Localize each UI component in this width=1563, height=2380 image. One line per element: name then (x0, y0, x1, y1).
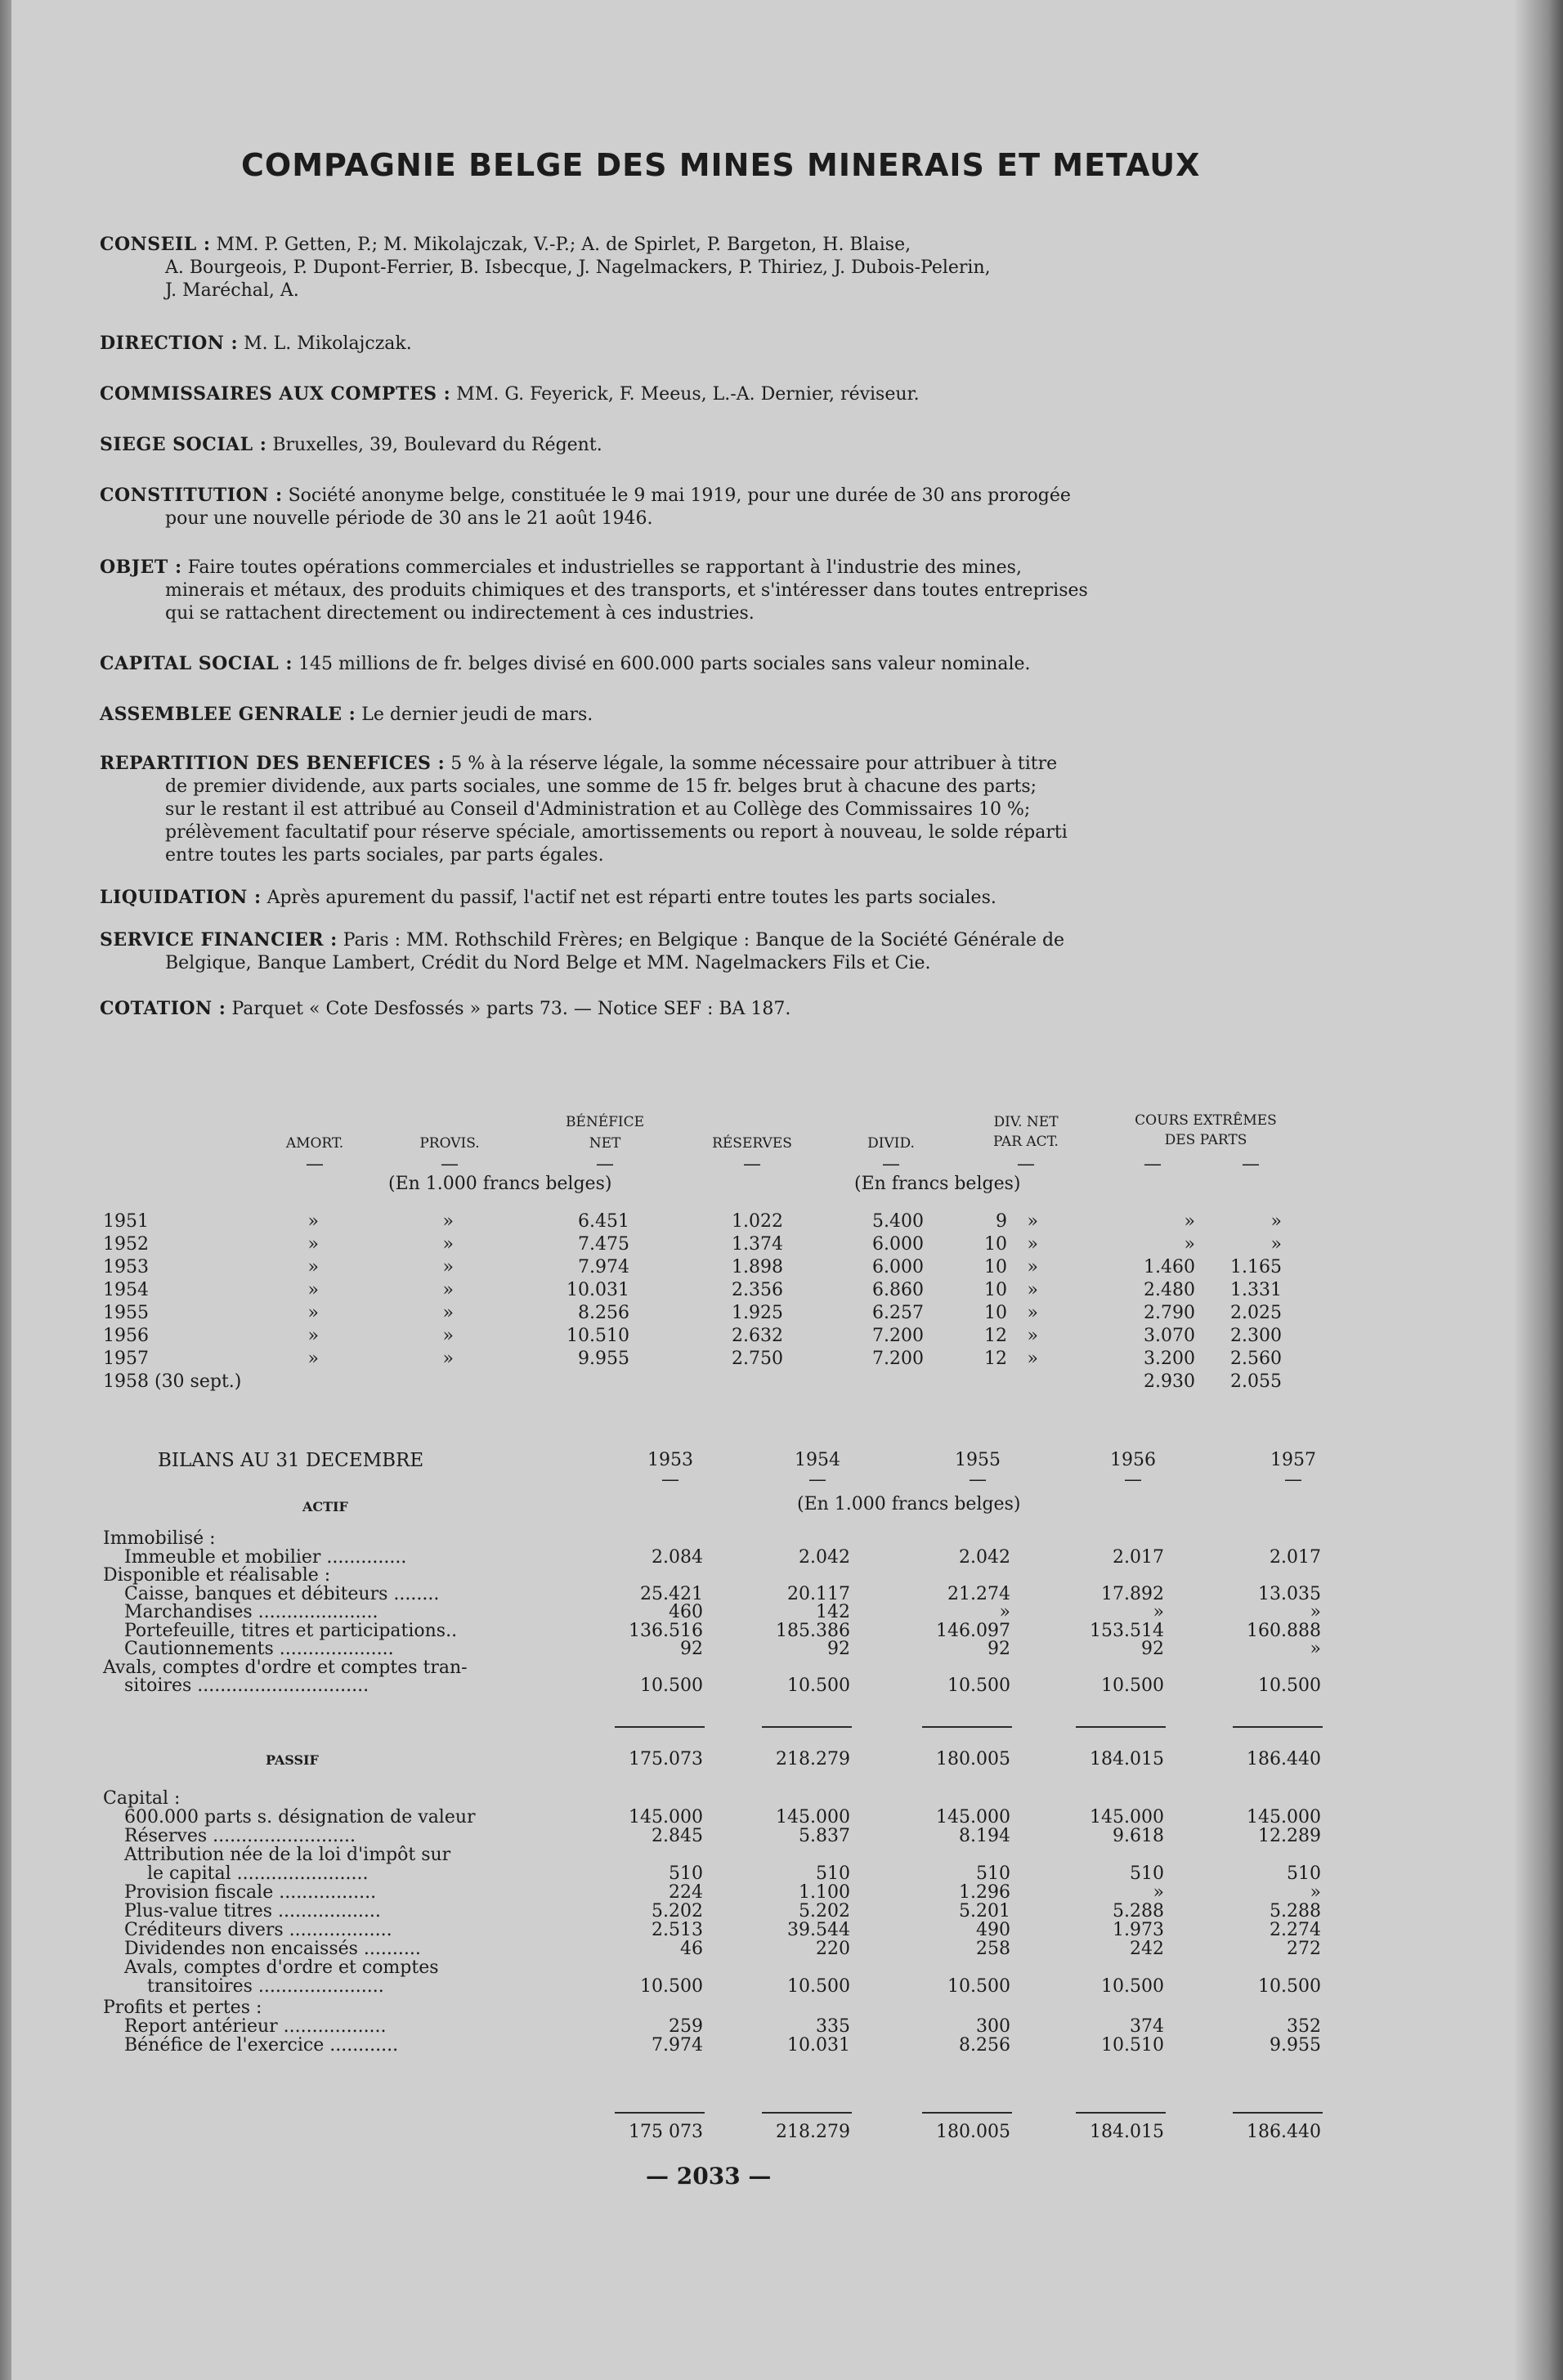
section-lead: COTATION : (100, 998, 226, 1019)
year-header: 1956 (1110, 1450, 1156, 1470)
section-text: qui se rattachent directement ou indirectement à ces industries. (165, 603, 755, 624)
table-cell: 6.000 (872, 1257, 924, 1277)
total-cell: 186.440 (1247, 1749, 1321, 1769)
table-cell: » (442, 1303, 454, 1323)
unit-label: (En 1.000 francs belges) (388, 1174, 612, 1194)
table-cell: 272 (1287, 1939, 1321, 1959)
table-cell: 9.955 (1270, 2035, 1321, 2056)
total-cell: 175 073 (629, 2122, 703, 2142)
table-cell: » (307, 1211, 319, 1232)
line-label: Créditeurs divers .................. (124, 1920, 392, 1940)
line-label: Portefeuille, titres et participations.. (124, 1620, 458, 1641)
total-cell: 180.005 (936, 1749, 1010, 1769)
table-cell: 7.974 (652, 2035, 703, 2056)
table-cell: 259 (669, 2016, 703, 2037)
year-label: 1954 (103, 1280, 149, 1300)
table-cell: 2.017 (1270, 1546, 1321, 1568)
table-cell: 6.257 (872, 1303, 924, 1323)
section-text: Faire toutes opérations commerciales et industrielles se rapportant à l'industrie des mines, (187, 557, 1022, 578)
table-cell: 10.500 (1258, 1976, 1321, 1997)
table-cell: » (442, 1280, 454, 1300)
table-cell: » (307, 1326, 319, 1346)
section-service-financier (100, 928, 1277, 975)
section-lead: REPARTITION DES BENEFICES : (100, 753, 446, 774)
table-cell: 510 (1130, 1863, 1164, 1884)
table-cell: 1.100 (799, 1882, 850, 1903)
table-cell: 145.000 (1247, 1807, 1321, 1828)
section-liquidation (100, 886, 1277, 910)
sum-rule (762, 2112, 852, 2114)
section-lead: LIQUIDATION : (100, 887, 262, 908)
header-dash: — (661, 1470, 679, 1490)
table-cell: » (1027, 1326, 1038, 1346)
section-text: Société anonyme belge, constituée le 9 mai 1919, pour une durée de 30 ans prorogée (288, 485, 1071, 506)
line-label: Avals, comptes d'ordre et comptes tran- (103, 1657, 468, 1678)
page-edge (1514, 0, 1563, 2380)
section-direction (100, 332, 1277, 356)
unit-label: (En francs belges) (854, 1174, 1021, 1194)
table-cell: 21.274 (947, 1583, 1010, 1604)
table-cell: 10 (984, 1280, 1007, 1300)
table-cell: 490 (976, 1920, 1010, 1940)
year-label: 1958 (30 sept.) (103, 1371, 242, 1392)
line-label: transitoires ...................... (147, 1976, 384, 1997)
line-label: Immeuble et mobilier .............. (124, 1546, 407, 1568)
section-lead: CONSEIL : (100, 234, 211, 255)
table-cell: 5.202 (652, 1901, 703, 1921)
total-cell: 180.005 (936, 2122, 1010, 2142)
col-header: BÉNÉFICE (565, 1114, 645, 1130)
table-cell: 2.750 (732, 1349, 783, 1369)
unit-label: (En 1.000 francs belges) (797, 1494, 1021, 1514)
table-cell: » (307, 1280, 319, 1300)
table-cell: 145.000 (629, 1807, 703, 1828)
table-cell: 258 (976, 1939, 1010, 1959)
year-label: 1953 (103, 1257, 149, 1277)
table-cell: 10.500 (1101, 1976, 1164, 1997)
table-cell: 145.000 (936, 1807, 1010, 1828)
line-label: Dividendes non encaissés .......... (124, 1939, 421, 1959)
line-label: Disponible et réalisable : (103, 1565, 331, 1586)
table-cell: 9.955 (578, 1349, 629, 1369)
total-cell: 184.015 (1090, 2122, 1164, 2142)
section-text: M. L. Mikolajczak. (244, 333, 412, 354)
table-cell: 2.055 (1230, 1371, 1282, 1392)
table-cell: 2.632 (732, 1326, 783, 1346)
section-conseil (100, 233, 1277, 302)
table-cell: 220 (816, 1939, 850, 1959)
table-cell: 46 (680, 1939, 703, 1959)
table-cell: 2.930 (1144, 1371, 1195, 1392)
table-cell: » (1027, 1303, 1038, 1323)
table-cell: 160.888 (1247, 1620, 1321, 1641)
table-cell: » (1310, 1882, 1321, 1903)
table-cell: » (1270, 1211, 1282, 1232)
table-cell: » (1184, 1211, 1195, 1232)
section-lead: OBJET : (100, 557, 182, 578)
table-cell: 92 (680, 1639, 703, 1659)
line-label: Report antérieur .................. (124, 2016, 387, 2037)
year-label: 1957 (103, 1349, 149, 1369)
table-cell: » (1184, 1234, 1195, 1255)
col-header: RÉSERVES (712, 1135, 792, 1152)
section-lead: CONSTITUTION : (100, 485, 283, 506)
line-label: Attribution née de la loi d'impôt sur (124, 1845, 451, 1865)
table-cell: 8.194 (959, 1826, 1010, 1846)
col-header: DES PARTS (1164, 1132, 1247, 1148)
table-cell: 5.837 (799, 1826, 850, 1846)
table-cell: 1.022 (732, 1211, 783, 1232)
line-label: Bénéfice de l'exercice ............ (124, 2035, 399, 2056)
table-cell: 7.974 (578, 1257, 629, 1277)
header-dash: — (808, 1470, 826, 1490)
document-title: COMPAGNIE BELGE DES MINES MINERAIS ET METAUX (241, 147, 1201, 183)
section-text: 145 millions de fr. belges divisé en 600.000 parts sociales sans valeur nominale. (298, 654, 1031, 674)
table-cell: » (307, 1257, 319, 1277)
header-dash: — (969, 1470, 987, 1490)
section-text: Le dernier jeudi de mars. (361, 705, 593, 725)
table-cell: 460 (669, 1602, 703, 1622)
table-cell: 2.274 (1270, 1920, 1321, 1940)
table-cell: 39.544 (787, 1920, 850, 1940)
section-text: Après apurement du passif, l'actif net est réparti entre toutes les parts sociales. (266, 888, 996, 908)
section-lead: CAPITAL SOCIAL : (100, 653, 293, 674)
table-cell: 242 (1130, 1939, 1164, 1959)
table-cell: 510 (1287, 1863, 1321, 1884)
table-cell: 5.400 (872, 1211, 924, 1232)
table-cell: 12.289 (1258, 1826, 1321, 1846)
table-cell: 1.925 (732, 1303, 783, 1323)
header-dash: — (743, 1154, 761, 1174)
header-dash: — (1144, 1154, 1162, 1174)
table-cell: 92 (988, 1639, 1010, 1659)
line-label: Capital : (103, 1788, 181, 1809)
col-header: DIV. NET (993, 1114, 1059, 1130)
header-dash: — (306, 1154, 324, 1174)
table-cell: 185.386 (776, 1620, 850, 1641)
section-lead: ASSEMBLEE GENRALE : (100, 704, 356, 725)
line-label: Plus-value titres .................. (124, 1901, 381, 1921)
year-header: 1955 (955, 1450, 1001, 1470)
table-cell: 2.513 (652, 1920, 703, 1940)
section-text: Parquet « Cote Desfossés » parts 73. — Notice SEF : BA 187. (231, 999, 791, 1019)
line-label: Avals, comptes d'ordre et comptes (124, 1957, 439, 1978)
total-cell: 175.073 (629, 1749, 703, 1769)
table-cell: 1.331 (1230, 1280, 1282, 1300)
table-cell: 7.475 (578, 1234, 629, 1255)
line-label: Réserves ......................... (124, 1826, 356, 1846)
table-cell: » (1027, 1280, 1038, 1300)
table-cell: 10 (984, 1257, 1007, 1277)
table-cell: 2.845 (652, 1826, 703, 1846)
table-cell: 10.510 (1101, 2035, 1164, 2056)
table-cell: » (442, 1211, 454, 1232)
table-cell: 13.035 (1258, 1583, 1321, 1604)
table-cell: 7.200 (872, 1326, 924, 1346)
section-text: MM. P. Getten, P.; M. Mikolajczak, V.-P.; A. de Spirlet, P. Bargeton, H. Blaise, (216, 235, 911, 255)
sum-rule (922, 1726, 1012, 1728)
table-cell: » (442, 1257, 454, 1277)
line-label: sitoires .............................. (124, 1675, 369, 1696)
table-cell: » (307, 1349, 319, 1369)
section-lead: COMMISSAIRES AUX COMPTES : (100, 383, 451, 405)
table-cell: » (1310, 1602, 1321, 1622)
table-cell: 10.500 (640, 1675, 703, 1696)
section-text: A. Bourgeois, P. Dupont-Ferrier, B. Isbecque, J. Nagelmackers, P. Thiriez, J. Dubois-Pelerin, (165, 257, 991, 278)
table-cell: 2.480 (1144, 1280, 1195, 1300)
table-cell: 352 (1287, 2016, 1321, 2037)
table-cell: 10.500 (947, 1675, 1010, 1696)
table-cell: 5.202 (799, 1901, 850, 1921)
table-cell: 145.000 (776, 1807, 850, 1828)
sum-rule (922, 2112, 1012, 2114)
section-text: minerais et métaux, des produits chimiques et des transports, et s'intéresser dans toutes entreprises (165, 580, 1088, 601)
table-cell: 7.200 (872, 1349, 924, 1369)
year-label: 1955 (103, 1303, 149, 1323)
col-header: PAR ACT. (993, 1134, 1059, 1150)
table-cell: 300 (976, 2016, 1010, 2037)
table-cell: 2.017 (1113, 1546, 1164, 1568)
section-text: pour une nouvelle période de 30 ans le 21 août 1946. (165, 508, 653, 529)
table-cell: 10.500 (1258, 1675, 1321, 1696)
section-text: Bruxelles, 39, Boulevard du Régent. (272, 435, 602, 455)
total-cell: 218.279 (776, 1749, 850, 1769)
table-cell: » (442, 1349, 454, 1369)
col-header: PROVIS. (419, 1135, 480, 1152)
table-cell: 10 (984, 1303, 1007, 1323)
table-cell: » (1310, 1639, 1321, 1659)
section-text: MM. G. Feyerick, F. Meeus, L.-A. Dernier, réviseur. (456, 384, 920, 405)
section-text: de premier dividende, aux parts sociales, une somme de 15 fr. belges brut à chacune des parts; (165, 776, 1037, 797)
table-cell: » (307, 1234, 319, 1255)
table-cell: 17.892 (1101, 1583, 1164, 1604)
table-cell: 146.097 (936, 1620, 1010, 1641)
table-cell: » (1270, 1234, 1282, 1255)
table-cell: 510 (816, 1863, 850, 1884)
total-cell: 184.015 (1090, 1749, 1164, 1769)
section-text: J. Maréchal, A. (165, 280, 299, 301)
section-capital (100, 652, 1277, 676)
section-text: Paris : MM. Rothschild Frères; en Belgique : Banque de la Société Générale de (343, 930, 1065, 951)
table-cell: 92 (827, 1639, 850, 1659)
table-cell: 10.500 (787, 1976, 850, 1997)
line-label: Marchandises ..................... (124, 1602, 378, 1622)
year-label: 1952 (103, 1234, 149, 1255)
table-cell: 6.000 (872, 1234, 924, 1255)
table-cell: 224 (669, 1882, 703, 1903)
table-cell: 5.288 (1113, 1901, 1164, 1921)
table-cell: 10.500 (947, 1976, 1010, 1997)
table-cell: 10.500 (1101, 1675, 1164, 1696)
year-header: 1953 (647, 1450, 693, 1470)
table-cell: 3.070 (1144, 1326, 1195, 1346)
header-dash: — (882, 1154, 900, 1174)
table-cell: 8.256 (578, 1303, 629, 1323)
total-cell: 186.440 (1247, 2122, 1321, 2142)
table-cell: 1.973 (1113, 1920, 1164, 1940)
table-cell: 20.117 (787, 1583, 850, 1604)
sum-rule (1233, 2112, 1323, 2114)
section-lead: SERVICE FINANCIER : (100, 929, 338, 951)
year-header: 1954 (795, 1450, 840, 1470)
col-header: NET (589, 1135, 621, 1152)
table-cell: » (1027, 1349, 1038, 1369)
section-text: sur le restant il est attribué au Conseil d'Administration et au Collège des Commissaires 10 %; (165, 799, 1031, 820)
table-cell: 2.300 (1230, 1326, 1282, 1346)
sum-rule (615, 2112, 705, 2114)
header-dash: — (1284, 1470, 1302, 1490)
table-cell: 10.031 (787, 2035, 850, 2056)
table-cell: 10.500 (787, 1675, 850, 1696)
section-siege (100, 433, 1277, 457)
table-cell: 142 (816, 1602, 850, 1622)
table-cell: » (1027, 1257, 1038, 1277)
table-cell: 12 (984, 1326, 1007, 1346)
line-label: 600.000 parts s. désignation de valeur (124, 1807, 476, 1828)
table-cell: » (307, 1303, 319, 1323)
table-cell: 1.296 (959, 1882, 1010, 1903)
year-header: 1957 (1270, 1450, 1316, 1470)
table-cell: » (1027, 1211, 1038, 1232)
col-header: AMORT. (285, 1135, 344, 1152)
header-dash: — (1017, 1154, 1035, 1174)
table-cell: 10 (984, 1234, 1007, 1255)
table-cell: 2.042 (799, 1546, 850, 1568)
table-cell: 1.898 (732, 1257, 783, 1277)
table-cell: 10.031 (567, 1280, 629, 1300)
section-constitution (100, 484, 1277, 530)
line-label: Caisse, banques et débiteurs ........ (124, 1583, 440, 1604)
section-text: prélèvement facultatif pour réserve spéciale, amortissements ou report à nouveau, le solde réparti (165, 822, 1068, 843)
page-number: — 2033 — (646, 2163, 772, 2190)
header-dash: — (1124, 1470, 1142, 1490)
section-objet (100, 556, 1277, 625)
table-cell: 2.560 (1230, 1349, 1282, 1369)
section-repartition (100, 752, 1277, 867)
table-cell: 2.084 (652, 1546, 703, 1568)
line-label: Cautionnements .................... (124, 1639, 394, 1659)
table-cell: 2.042 (959, 1546, 1010, 1568)
line-label: le capital ....................... (147, 1863, 369, 1884)
year-label: 1956 (103, 1326, 149, 1346)
section-text: Belgique, Banque Lambert, Crédit du Nord Belge et MM. Nagelmackers Fils et Cie. (165, 953, 931, 973)
header-dash: — (1242, 1154, 1260, 1174)
section-cotation (100, 997, 1277, 1021)
table-cell: 12 (984, 1349, 1007, 1369)
total-cell: 218.279 (776, 2122, 850, 2142)
section-text: entre toutes les parts sociales, par parts égales. (165, 845, 604, 866)
table-cell: 9.618 (1113, 1826, 1164, 1846)
table-cell: 136.516 (629, 1620, 703, 1641)
table-cell: 2.790 (1144, 1303, 1195, 1323)
section-assemblee (100, 703, 1277, 727)
section-commissaires (100, 382, 1277, 406)
year-label: 1951 (103, 1211, 149, 1232)
table-cell: 1.460 (1144, 1257, 1195, 1277)
table-cell: 92 (1141, 1639, 1164, 1659)
table-cell: 510 (669, 1863, 703, 1884)
header-dash: — (596, 1154, 614, 1174)
section-lead: DIRECTION : (100, 333, 239, 354)
table-cell: 153.514 (1090, 1620, 1164, 1641)
balance-title: BILANS AU 31 DECEMBRE (158, 1450, 424, 1471)
header-dash: — (441, 1154, 459, 1174)
section-text: 5 % à la réserve légale, la somme nécessaire pour attribuer à titre (450, 754, 1058, 774)
table-cell: 145.000 (1090, 1807, 1164, 1828)
table-cell: 10.500 (640, 1976, 703, 1997)
section-label: ACTIF (302, 1499, 348, 1514)
col-header: COURS EXTRÊMES (1135, 1112, 1277, 1129)
table-cell: » (1153, 1882, 1164, 1903)
table-cell: » (999, 1602, 1010, 1622)
col-header: DIVID. (867, 1135, 915, 1152)
table-cell: 6.860 (872, 1280, 924, 1300)
sum-rule (1233, 1726, 1323, 1728)
table-cell: 10.510 (567, 1326, 629, 1346)
sum-rule (762, 1726, 852, 1728)
table-cell: 3.200 (1144, 1349, 1195, 1369)
table-cell: 8.256 (959, 2035, 1010, 2056)
sum-rule (615, 1726, 705, 1728)
line-label: Profits et pertes : (103, 1998, 262, 2018)
table-cell: » (1153, 1602, 1164, 1622)
table-cell: 335 (816, 2016, 850, 2037)
table-cell: 1.165 (1230, 1257, 1282, 1277)
table-cell: 5.288 (1270, 1901, 1321, 1921)
table-cell: 2.356 (732, 1280, 783, 1300)
line-label: Provision fiscale ................. (124, 1882, 377, 1903)
table-cell: 9 (996, 1211, 1007, 1232)
table-cell: 2.025 (1230, 1303, 1282, 1323)
line-label: Immobilisé : (103, 1528, 216, 1549)
sum-rule (1076, 2112, 1166, 2114)
table-cell: » (1027, 1234, 1038, 1255)
table-cell: » (442, 1326, 454, 1346)
table-cell: » (442, 1234, 454, 1255)
table-cell: 25.421 (640, 1583, 703, 1604)
section-label: PASSIF (266, 1752, 319, 1768)
table-cell: 6.451 (578, 1211, 629, 1232)
section-lead: SIEGE SOCIAL : (100, 434, 267, 455)
table-cell: 374 (1130, 2016, 1164, 2037)
table-cell: 510 (976, 1863, 1010, 1884)
table-cell: 1.374 (732, 1234, 783, 1255)
table-cell: 5.201 (959, 1901, 1010, 1921)
sum-rule (1076, 1726, 1166, 1728)
